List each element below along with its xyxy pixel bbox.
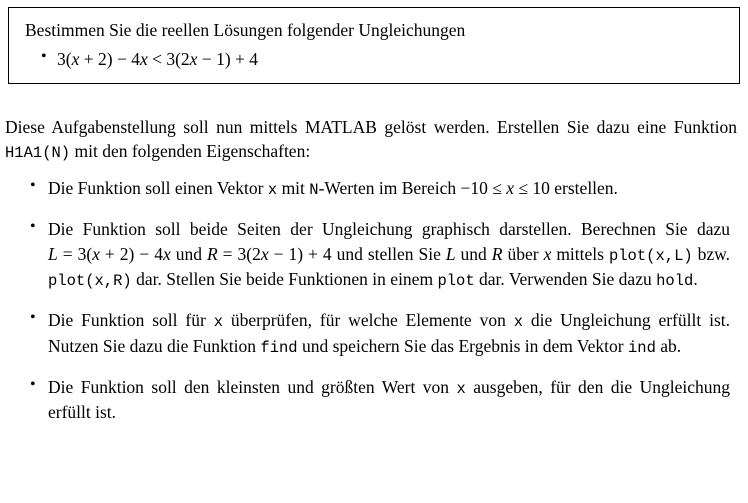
code-hold: hold xyxy=(656,271,694,290)
req-text: und xyxy=(170,243,207,264)
code-ind: ind xyxy=(627,338,656,357)
task-box xyxy=(8,7,740,84)
requirement-minmax xyxy=(48,375,738,425)
req-text: . xyxy=(693,268,698,289)
requirements-list xyxy=(8,176,738,441)
inequality-expression: 3(x + 2) − 4x < 3(2x − 1) + 4 xyxy=(57,48,259,69)
task-heading: Bestimmen Sie die reellen Lösungen folgender Ungleichungen xyxy=(25,20,466,40)
code-x: x xyxy=(456,380,466,399)
code-plot-x-R: plot(x,R) xyxy=(48,271,132,290)
function-signature: H1A1(N) xyxy=(5,144,71,163)
code-find: find xyxy=(260,338,298,357)
code-x: x xyxy=(267,181,278,199)
req-text: -Werten im Bereich xyxy=(318,178,461,198)
req-text: bzw. xyxy=(692,243,731,264)
math-L: L = 3(x + 2) − 4x xyxy=(48,243,171,264)
req-text: dar. Verwenden Sie dazu xyxy=(474,268,657,289)
req-text: und stellen Sie xyxy=(331,243,446,264)
code-plot: plot xyxy=(437,271,475,290)
req-text: Die Funktion soll einen Vektor xyxy=(48,178,268,198)
inequality-list xyxy=(23,48,725,71)
req-text: Die Funktion soll für xyxy=(48,310,214,331)
req-text: Die Funktion soll beide Seiten der Ungleichung graphisch darstellen. Berechnen Sie dazu xyxy=(48,219,730,240)
req-text: die Ungleichung erfüllt ist. Nutzen Sie dazu die Funktion xyxy=(48,310,730,356)
requirement-find xyxy=(48,308,738,359)
req-text: und xyxy=(455,243,492,264)
math-x-symbol: x xyxy=(543,243,552,264)
math-range: −10 ≤ x ≤ 10 xyxy=(460,178,550,198)
math-L-symbol: L xyxy=(445,243,456,264)
requirement-plot xyxy=(48,217,738,292)
req-text: erstellen. xyxy=(549,178,618,198)
intro-text-part1: Diese Aufgabenstellung soll nun mittels MATLAB gelöst werden. Erstellen Sie dazu eine Funktion xyxy=(5,117,737,137)
req-text: über xyxy=(502,243,544,264)
req-text: dar. Stellen Sie beide Funktionen in einem xyxy=(131,268,438,289)
requirement-vector xyxy=(48,176,738,201)
list-item xyxy=(57,48,725,71)
code-x: x xyxy=(513,313,524,332)
code-n: N xyxy=(309,181,319,199)
code-plot-x-L: plot(x,L) xyxy=(608,246,693,265)
req-text: und speichern Sie das Ergebnis in dem Vektor xyxy=(297,335,628,356)
code-x: x xyxy=(213,313,223,332)
math-R-symbol: R xyxy=(491,243,503,264)
math-R: R = 3(2x − 1) + 4 xyxy=(206,243,332,264)
req-text: ausgeben, für den die Ungleichung erfüllt ist. xyxy=(48,377,731,423)
req-text: mittels xyxy=(551,243,609,264)
req-text: ab. xyxy=(655,335,682,356)
req-text: Die Funktion soll den kleinsten und größten Wert von xyxy=(48,377,457,398)
req-text: mit xyxy=(277,178,310,198)
intro-paragraph xyxy=(5,115,743,165)
req-text: überprüfen, für welche Elemente von xyxy=(223,310,514,331)
intro-text-part2: mit den folgenden Eigenschaften: xyxy=(74,141,311,162)
